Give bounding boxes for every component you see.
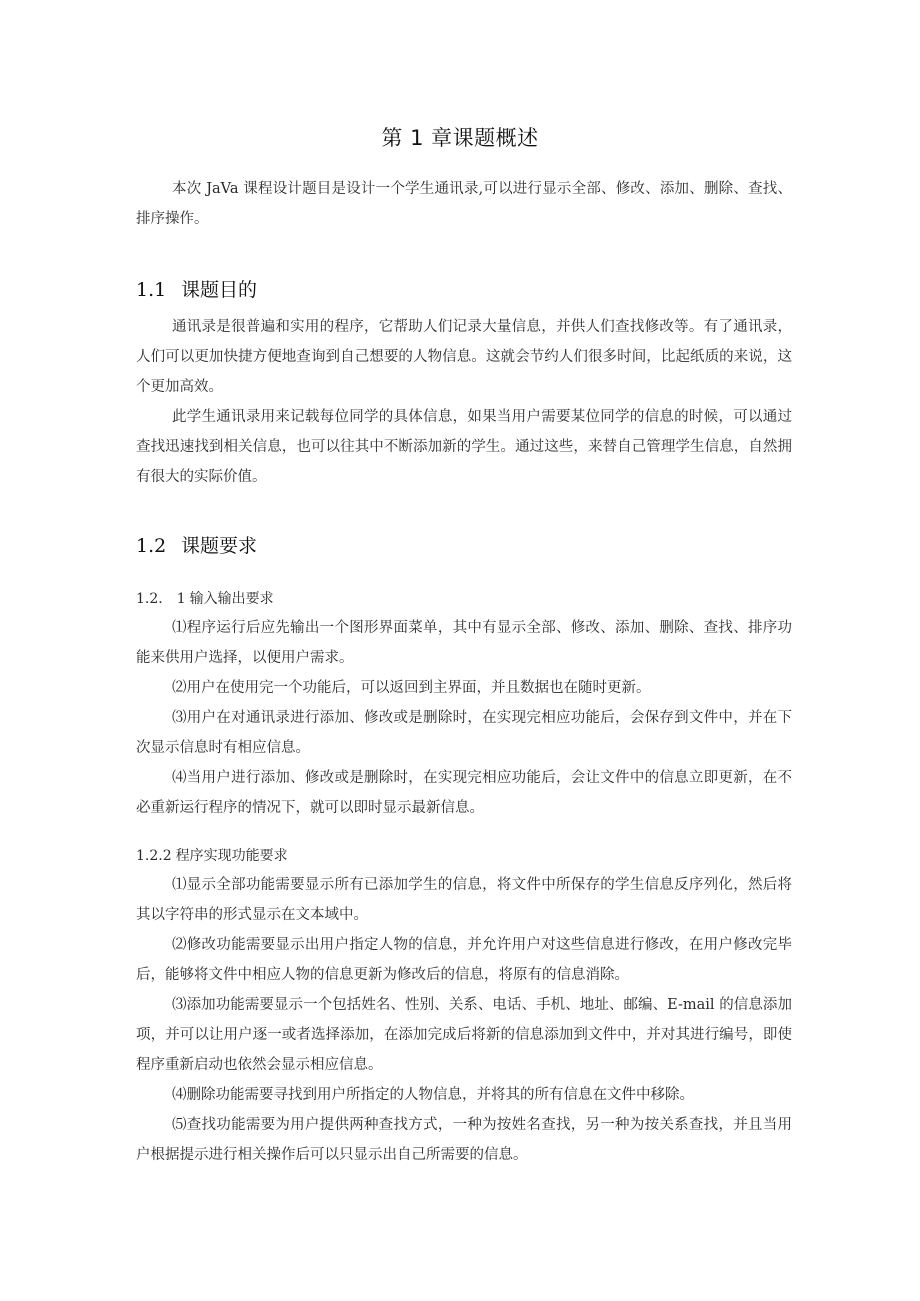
paragraph: 此学生通讯录用来记载每位同学的具体信息，如果当用户需要某位同学的信息的时候，可以通过查找迅速找到相关信息，也可以往其中不断添加新的学生。通过这些，来替自己管理学生信息，自然拥有很大的实际价值。 — [136, 409, 792, 485]
list-item: ⑶添加功能需要显示一个包括姓名、性别、关系、电话、手机、地址、邮编、E-mail 的信息添加项，并可以让用户逐一或者选择添加，在添加完成后将新的信息添加到文件中，并对其进行编号，即使程序重新启动也依然会显示相应信息。 — [136, 997, 792, 1073]
list-item: ⑷当用户进行添加、修改或是删除时，在实现完相应功能后，会让文件中的信息立即更新，在不必重新运行程序的情况下，就可以即时显示最新信息。 — [136, 770, 792, 816]
list-item: ⑷删除功能需要寻找到用户所指定的人物信息，并将其的所有信息在文件中移除。 — [172, 1087, 694, 1103]
subsection-heading-1-2-1 — [136, 588, 274, 608]
subsection-title: 输入输出要求 — [189, 591, 274, 607]
section-title: 课题目的 — [181, 279, 258, 301]
list-item: ⑵用户在使用完一个功能后，可以返回到主界面，并且数据也在随时更新。 — [172, 680, 651, 696]
list-item: ⑴程序运行后应先输出一个图形界面菜单，其中有显示全部、修改、添加、删除、查找、排序功能来供用户选择，以便用户需求。 — [136, 620, 792, 666]
section-number: 1.2 — [136, 535, 167, 557]
section-heading-1-2 — [136, 531, 257, 558]
subsection-number: 1.2.2 — [136, 848, 172, 864]
paragraph: 通讯录是很普遍和实用的程序，它帮助人们记录大量信息，并供人们查找修改等。有了通讯录，人们可以更加快捷方便地查询到自己想要的人物信息。这就会节约人们很多时间，比起纸质的来说，这个更加高效。 — [136, 319, 792, 395]
list-item: ⑴显示全部功能需要显示所有已添加学生的信息，将文件中所保存的学生信息反序列化，然后将其以字符串的形式显示在文本域中。 — [136, 877, 792, 923]
subsection-heading-1-2-2 — [136, 845, 288, 865]
chapter-intro: 本次 JaVa 课程设计题目是设计一个学生通讯录,可以进行显示全部、修改、添加、删除、查找、排序操作。 — [136, 181, 792, 227]
chapter-title: 第 1 章课题概述 — [381, 126, 539, 150]
list-item: ⑵修改功能需要显示出用户指定人物的信息，并允许用户对这些信息进行修改，在用户修改完毕后，能够将文件中相应人物的信息更新为修改后的信息，将原有的信息消除。 — [136, 937, 792, 983]
subsection-title: 程序实现功能要求 — [175, 848, 288, 864]
section-number: 1.1 — [136, 279, 167, 301]
section-heading-1-1 — [136, 275, 257, 302]
list-item: ⑸查找功能需要为用户提供两种查找方式，一种为按姓名查找，另一种为按关系查找，并且当用户根据提示进行相关操作后可以只显示出自己所需要的信息。 — [136, 1117, 792, 1163]
list-item: ⑶用户在对通讯录进行添加、修改或是删除时，在实现完相应功能后，会保存到文件中，并在下次显示信息时有相应信息。 — [136, 710, 792, 756]
section-title: 课题要求 — [181, 535, 258, 557]
subsection-number: 1.2. 1 — [136, 591, 186, 607]
